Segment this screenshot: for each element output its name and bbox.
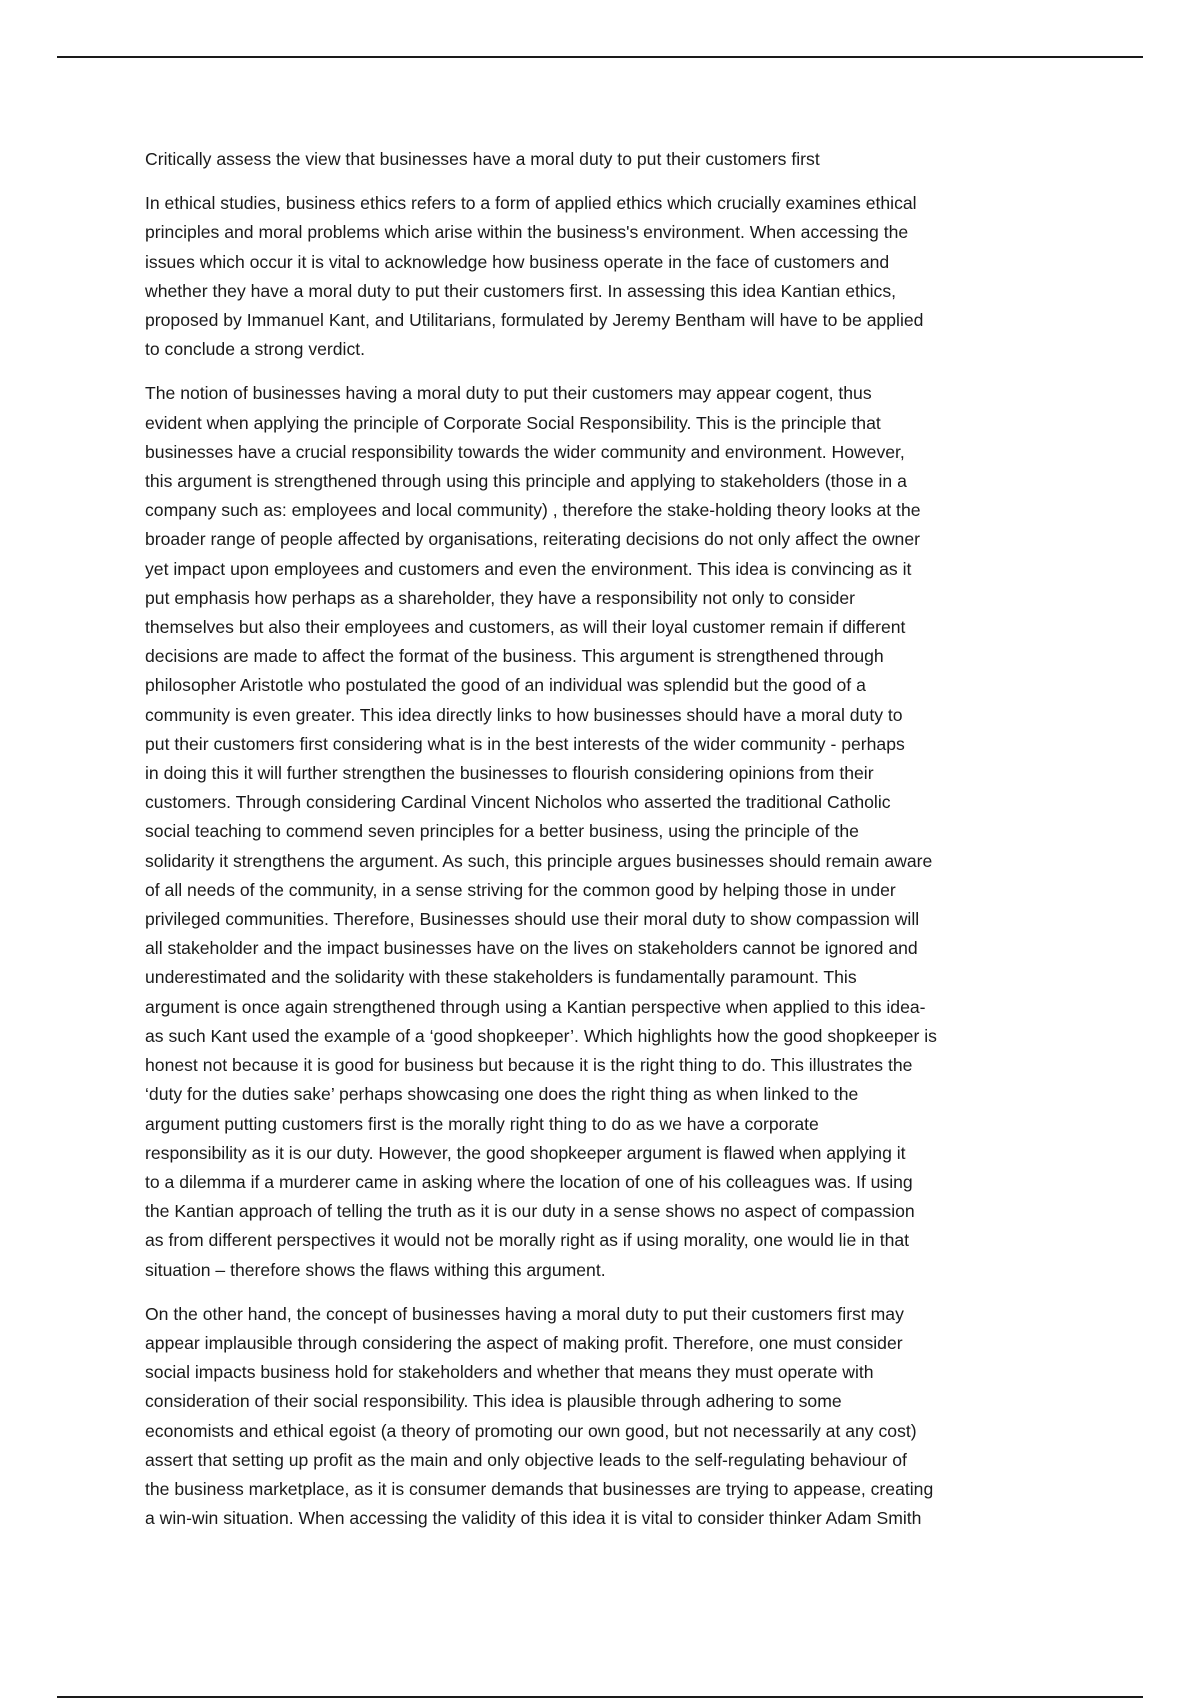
text-line: themselves but also their employees and customers, as will their loyal customer remain if different — [145, 617, 906, 638]
text-line: of all needs of the community, in a sense striving for the common good by helping those in under — [145, 879, 896, 900]
text-line: privileged communities. Therefore, Businesses should use their moral duty to show compassion will — [145, 909, 920, 930]
text-line: in doing this it will further strengthen the businesses to flourish considering opinions from their — [145, 763, 874, 784]
text-line: put their customers first considering what is in the best interests of the wider community - perhaps — [145, 733, 905, 754]
text-line: philosopher Aristotle who postulated the good of an individual was splendid but the good of a — [145, 675, 866, 696]
text-line: whether they have a moral duty to put their customers first. In assessing this idea Kantian ethics, — [145, 280, 897, 301]
essay-title: Critically assess the view that businesses have a moral duty to put their customers first — [145, 149, 820, 169]
text-line: consideration of their social responsibility. This idea is plausible through adhering to some — [145, 1391, 842, 1412]
paragraph-argument-for — [145, 379, 1060, 1284]
document-body — [145, 145, 1060, 1548]
text-line: company such as: employees and local community) , therefore the stake-holding theory looks at the — [145, 500, 921, 521]
text-line: decisions are made to affect the format of the business. This argument is strengthened through — [145, 646, 884, 667]
text-line: On the other hand, the concept of businesses having a moral duty to put their customers first may — [145, 1303, 904, 1324]
text-line: issues which occur it is vital to acknowledge how business operate in the face of customers and — [145, 251, 890, 272]
text-line: evident when applying the principle of Corporate Social Responsibility. This is the principle that — [145, 412, 881, 433]
text-line: assert that setting up profit as the main and only objective leads to the self-regulating behaviour of — [145, 1449, 907, 1470]
text-line: the Kantian approach of telling the truth as it is our duty in a sense shows no aspect of compassion — [145, 1201, 915, 1222]
text-line: social impacts business hold for stakeholders and whether that means they must operate with — [145, 1362, 874, 1383]
text-line: the business marketplace, as it is consumer demands that businesses are trying to appease, creating — [145, 1478, 934, 1499]
text-line: yet impact upon employees and customers and even the environment. This idea is convincing as it — [145, 558, 912, 579]
text-line: proposed by Immanuel Kant, and Utilitarians, formulated by Jeremy Bentham will have to be applied — [145, 310, 924, 331]
text-line: In ethical studies, business ethics refers to a form of applied ethics which crucially examines ethical — [145, 193, 917, 214]
text-line: responsibility as it is our duty. However, the good shopkeeper argument is flawed when applying it — [145, 1142, 906, 1163]
paragraph-argument-against — [145, 1300, 1060, 1534]
paragraph-introduction — [145, 189, 1060, 364]
text-line: broader range of people affected by organisations, reiterating decisions do not only affect the owner — [145, 529, 920, 550]
text-line: all stakeholder and the impact businesses have on the lives on stakeholders cannot be ignored and — [145, 938, 918, 959]
text-line: as such Kant used the example of a ‘good shopkeeper’. Which highlights how the good shopkeeper is — [145, 1025, 937, 1046]
text-line: this argument is strengthened through using this principle and applying to stakeholders (those in a — [145, 471, 907, 492]
text-line: appear implausible through considering the aspect of making profit. Therefore, one must consider — [145, 1332, 903, 1353]
text-line: solidarity it strengthens the argument. As such, this principle argues businesses should remain aware — [145, 850, 933, 871]
text-line: businesses have a crucial responsibility towards the wider community and environment. However, — [145, 441, 905, 462]
text-line: The notion of businesses having a moral duty to put their customers may appear cogent, thus — [145, 383, 872, 404]
text-line: ‘duty for the duties sake’ perhaps showcasing one does the right thing as when linked to the — [145, 1084, 859, 1105]
text-line: to conclude a strong verdict. — [145, 339, 366, 360]
text-line: honest not because it is good for business but because it is the right thing to do. This illustrates the — [145, 1055, 913, 1076]
text-line: to a dilemma if a murderer came in asking where the location of one of his colleagues was. If using — [145, 1171, 913, 1192]
text-line: social teaching to commend seven principles for a better business, using the principle of the — [145, 821, 859, 842]
text-line: community is even greater. This idea directly links to how businesses should have a moral duty to — [145, 704, 903, 725]
text-line: argument is once again strengthened through using a Kantian perspective when applied to this idea- — [145, 996, 926, 1017]
text-line: economists and ethical egoist (a theory of promoting our own good, but not necessarily at any cost) — [145, 1420, 917, 1441]
top-rule — [57, 56, 1143, 58]
text-line: principles and moral problems which arise within the business's environment. When accessing the — [145, 222, 909, 243]
text-line: argument putting customers first is the morally right thing to do as we have a corporate — [145, 1113, 819, 1134]
bottom-rule — [57, 1696, 1143, 1698]
text-line: situation – therefore shows the flaws withing this argument. — [145, 1259, 606, 1280]
text-line: a win-win situation. When accessing the validity of this idea it is vital to consider thinker Adam Smith — [145, 1508, 922, 1529]
text-line: as from different perspectives it would not be morally right as if using morality, one would lie in that — [145, 1230, 910, 1251]
text-line: customers. Through considering Cardinal Vincent Nicholos who asserted the traditional Catholic — [145, 792, 891, 813]
text-line: underestimated and the solidarity with these stakeholders is fundamentally paramount. This — [145, 967, 857, 988]
text-line: put emphasis how perhaps as a shareholder, they have a responsibility not only to consider — [145, 587, 856, 608]
